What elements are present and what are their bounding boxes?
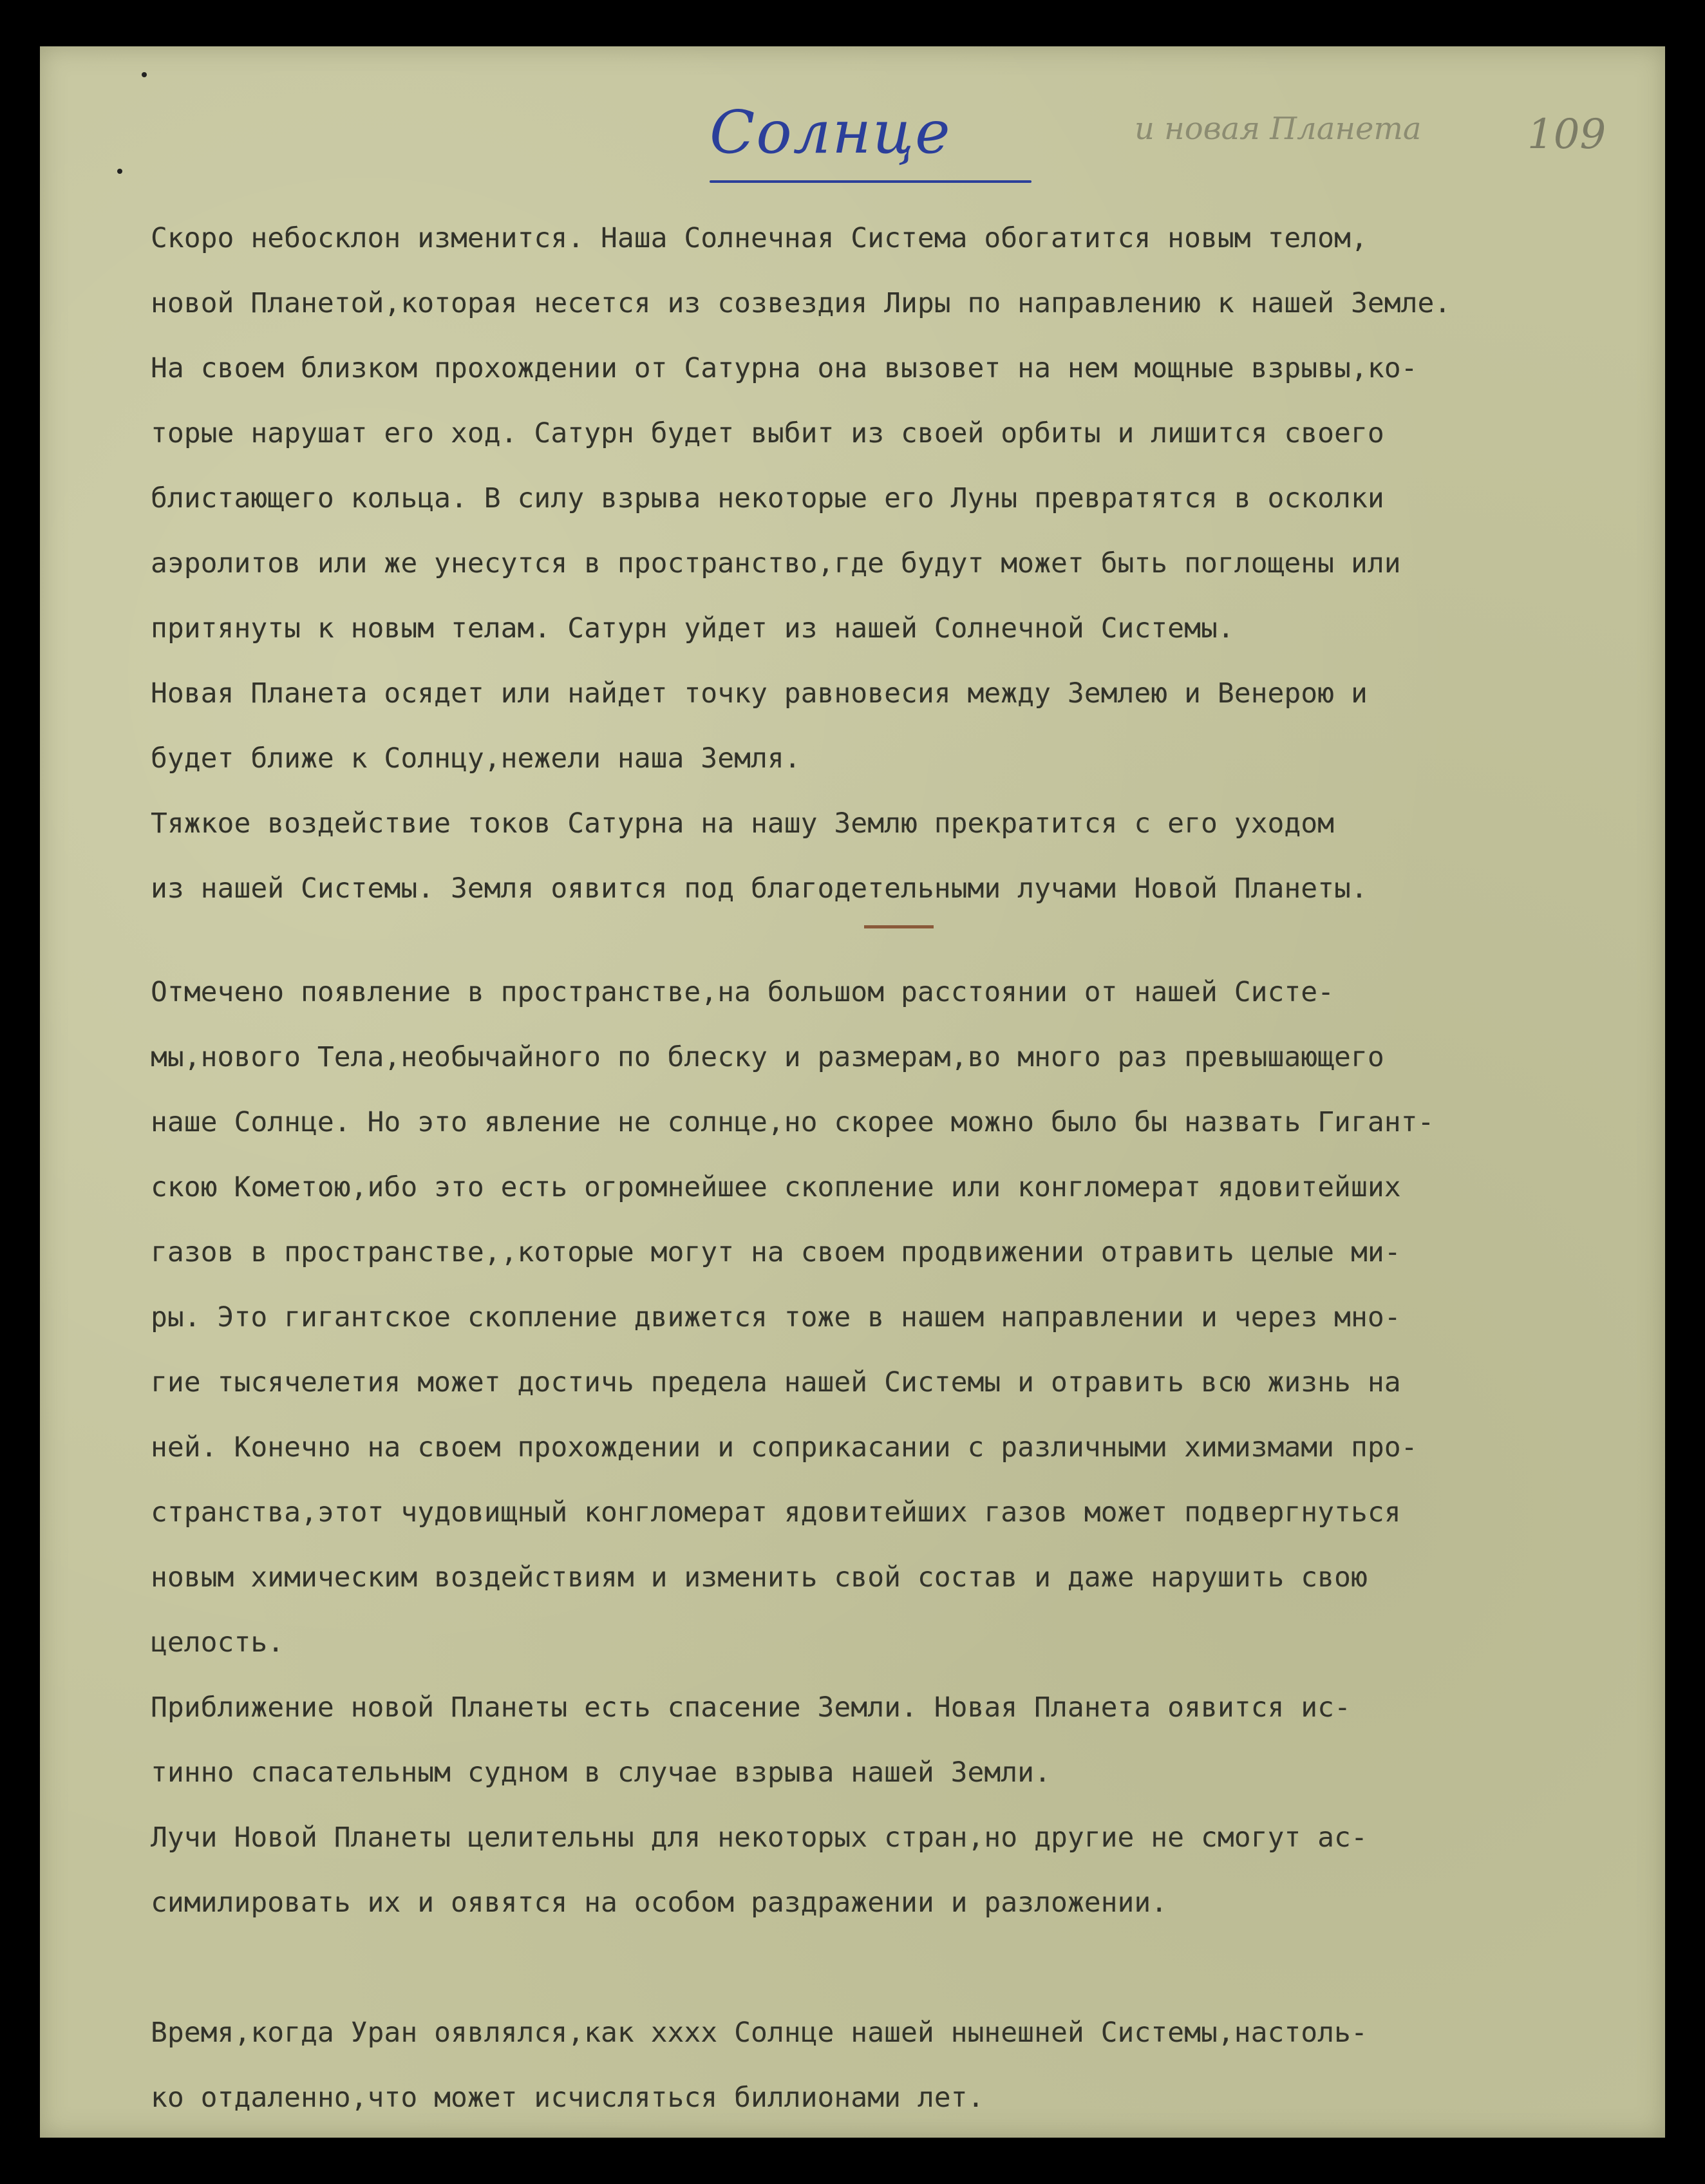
text-line: ко отдаленно,что может исчисляться биллионами лет. bbox=[151, 2082, 984, 2114]
folio-number: 109 bbox=[1527, 111, 1606, 158]
text-line: Скоро небосклон изменится. Наша Солнечная Система обогатится новым телом, bbox=[151, 222, 1368, 254]
punch-hole bbox=[142, 72, 147, 77]
typed-text-body bbox=[151, 206, 1683, 2131]
text-line: блистающего кольца. В силу взрыва некоторые его Луны превратятся в осколки bbox=[151, 482, 1384, 514]
text-line: симилировать их и оявятся на особом раздражении и разложении. bbox=[151, 1887, 1168, 1919]
text-line: целость. bbox=[151, 1626, 285, 1659]
text-line: ры. Это гигантское скопление движется тоже в нашем направлении и через мно- bbox=[151, 1301, 1401, 1333]
title-underline bbox=[710, 180, 1031, 183]
section-divider bbox=[151, 921, 1683, 960]
text-line: Приближение новой Планеты есть спасение Земли. Новая Планета оявится ис- bbox=[151, 1691, 1351, 1724]
text-line: тинно спасательным судном в случае взрыва нашей Земли. bbox=[151, 1756, 1051, 1789]
text-line: скою Кометою,ибо это есть огромнейшее скопление или конгломерат ядовитейших bbox=[151, 1171, 1401, 1203]
text-line: новым химическим воздействиям и изменить свой состав и даже нарушить свою bbox=[151, 1561, 1368, 1594]
text-line: аэролитов или же унесутся в пространство,где будут может быть поглощены или bbox=[151, 547, 1401, 579]
handwritten-note: и новая Планета bbox=[1135, 111, 1422, 147]
text-line: из нашей Системы. Земля оявится под благодетельными лучами Новой Планеты. bbox=[151, 872, 1368, 905]
text-line: Отмечено появление в пространстве,на большом расстоянии от нашей Систе- bbox=[151, 976, 1335, 1008]
text-line: Время,когда Уран оявлялся,как xxxx Солнце нашей нынешней Системы,настоль- bbox=[151, 2017, 1368, 2049]
text-line: торые нарушат его ход. Сатурн будет выбит из своей орбиты и лишится своего bbox=[151, 417, 1384, 449]
document-page bbox=[40, 46, 1665, 2138]
text-line: На своем близком прохождении от Сатурна она вызовет на нем мощные взрывы,ко- bbox=[151, 352, 1418, 384]
text-line: притянуты к новым телам. Сатурн уйдет из нашей Солнечной Системы. bbox=[151, 612, 1234, 645]
punch-hole bbox=[117, 169, 122, 174]
text-line: ней. Конечно на своем прохождении и соприкасании с различными химизмами про- bbox=[151, 1431, 1418, 1464]
text-line: газов в пространстве,,которые могут на своем продвижении отравить целые ми- bbox=[151, 1236, 1401, 1268]
text-line: странства,этот чудовищный конгломерат ядовитейших газов может подвергнуться bbox=[151, 1496, 1401, 1529]
text-line: Тяжкое воздействие токов Сатурна на нашу Землю прекратится с его уходом bbox=[151, 807, 1335, 840]
text-line: наше Солнце. Но это явление не солнце,но скорее можно было бы назвать Гигант- bbox=[151, 1106, 1435, 1138]
handwritten-title: Солнце bbox=[710, 98, 952, 167]
text-line: гие тысячелетия может достичь предела нашей Системы и отравить всю жизнь на bbox=[151, 1366, 1401, 1398]
text-line: Лучи Новой Планеты целительны для некоторых стран,но другие не смогут ас- bbox=[151, 1822, 1368, 1854]
text-line: будет ближе к Солнцу,нежели наша Земля. bbox=[151, 742, 801, 775]
text-line: мы,нового Тела,необычайного по блеску и размерам,во много раз превышающего bbox=[151, 1041, 1384, 1073]
text-line: Новая Планета осядет или найдет точку равновесия между Землею и Венерою и bbox=[151, 677, 1368, 710]
paragraph-gap bbox=[151, 1935, 1683, 2000]
text-line: новой Планетой,которая несется из созвездия Лиры по направлению к нашей Земле. bbox=[151, 287, 1451, 319]
